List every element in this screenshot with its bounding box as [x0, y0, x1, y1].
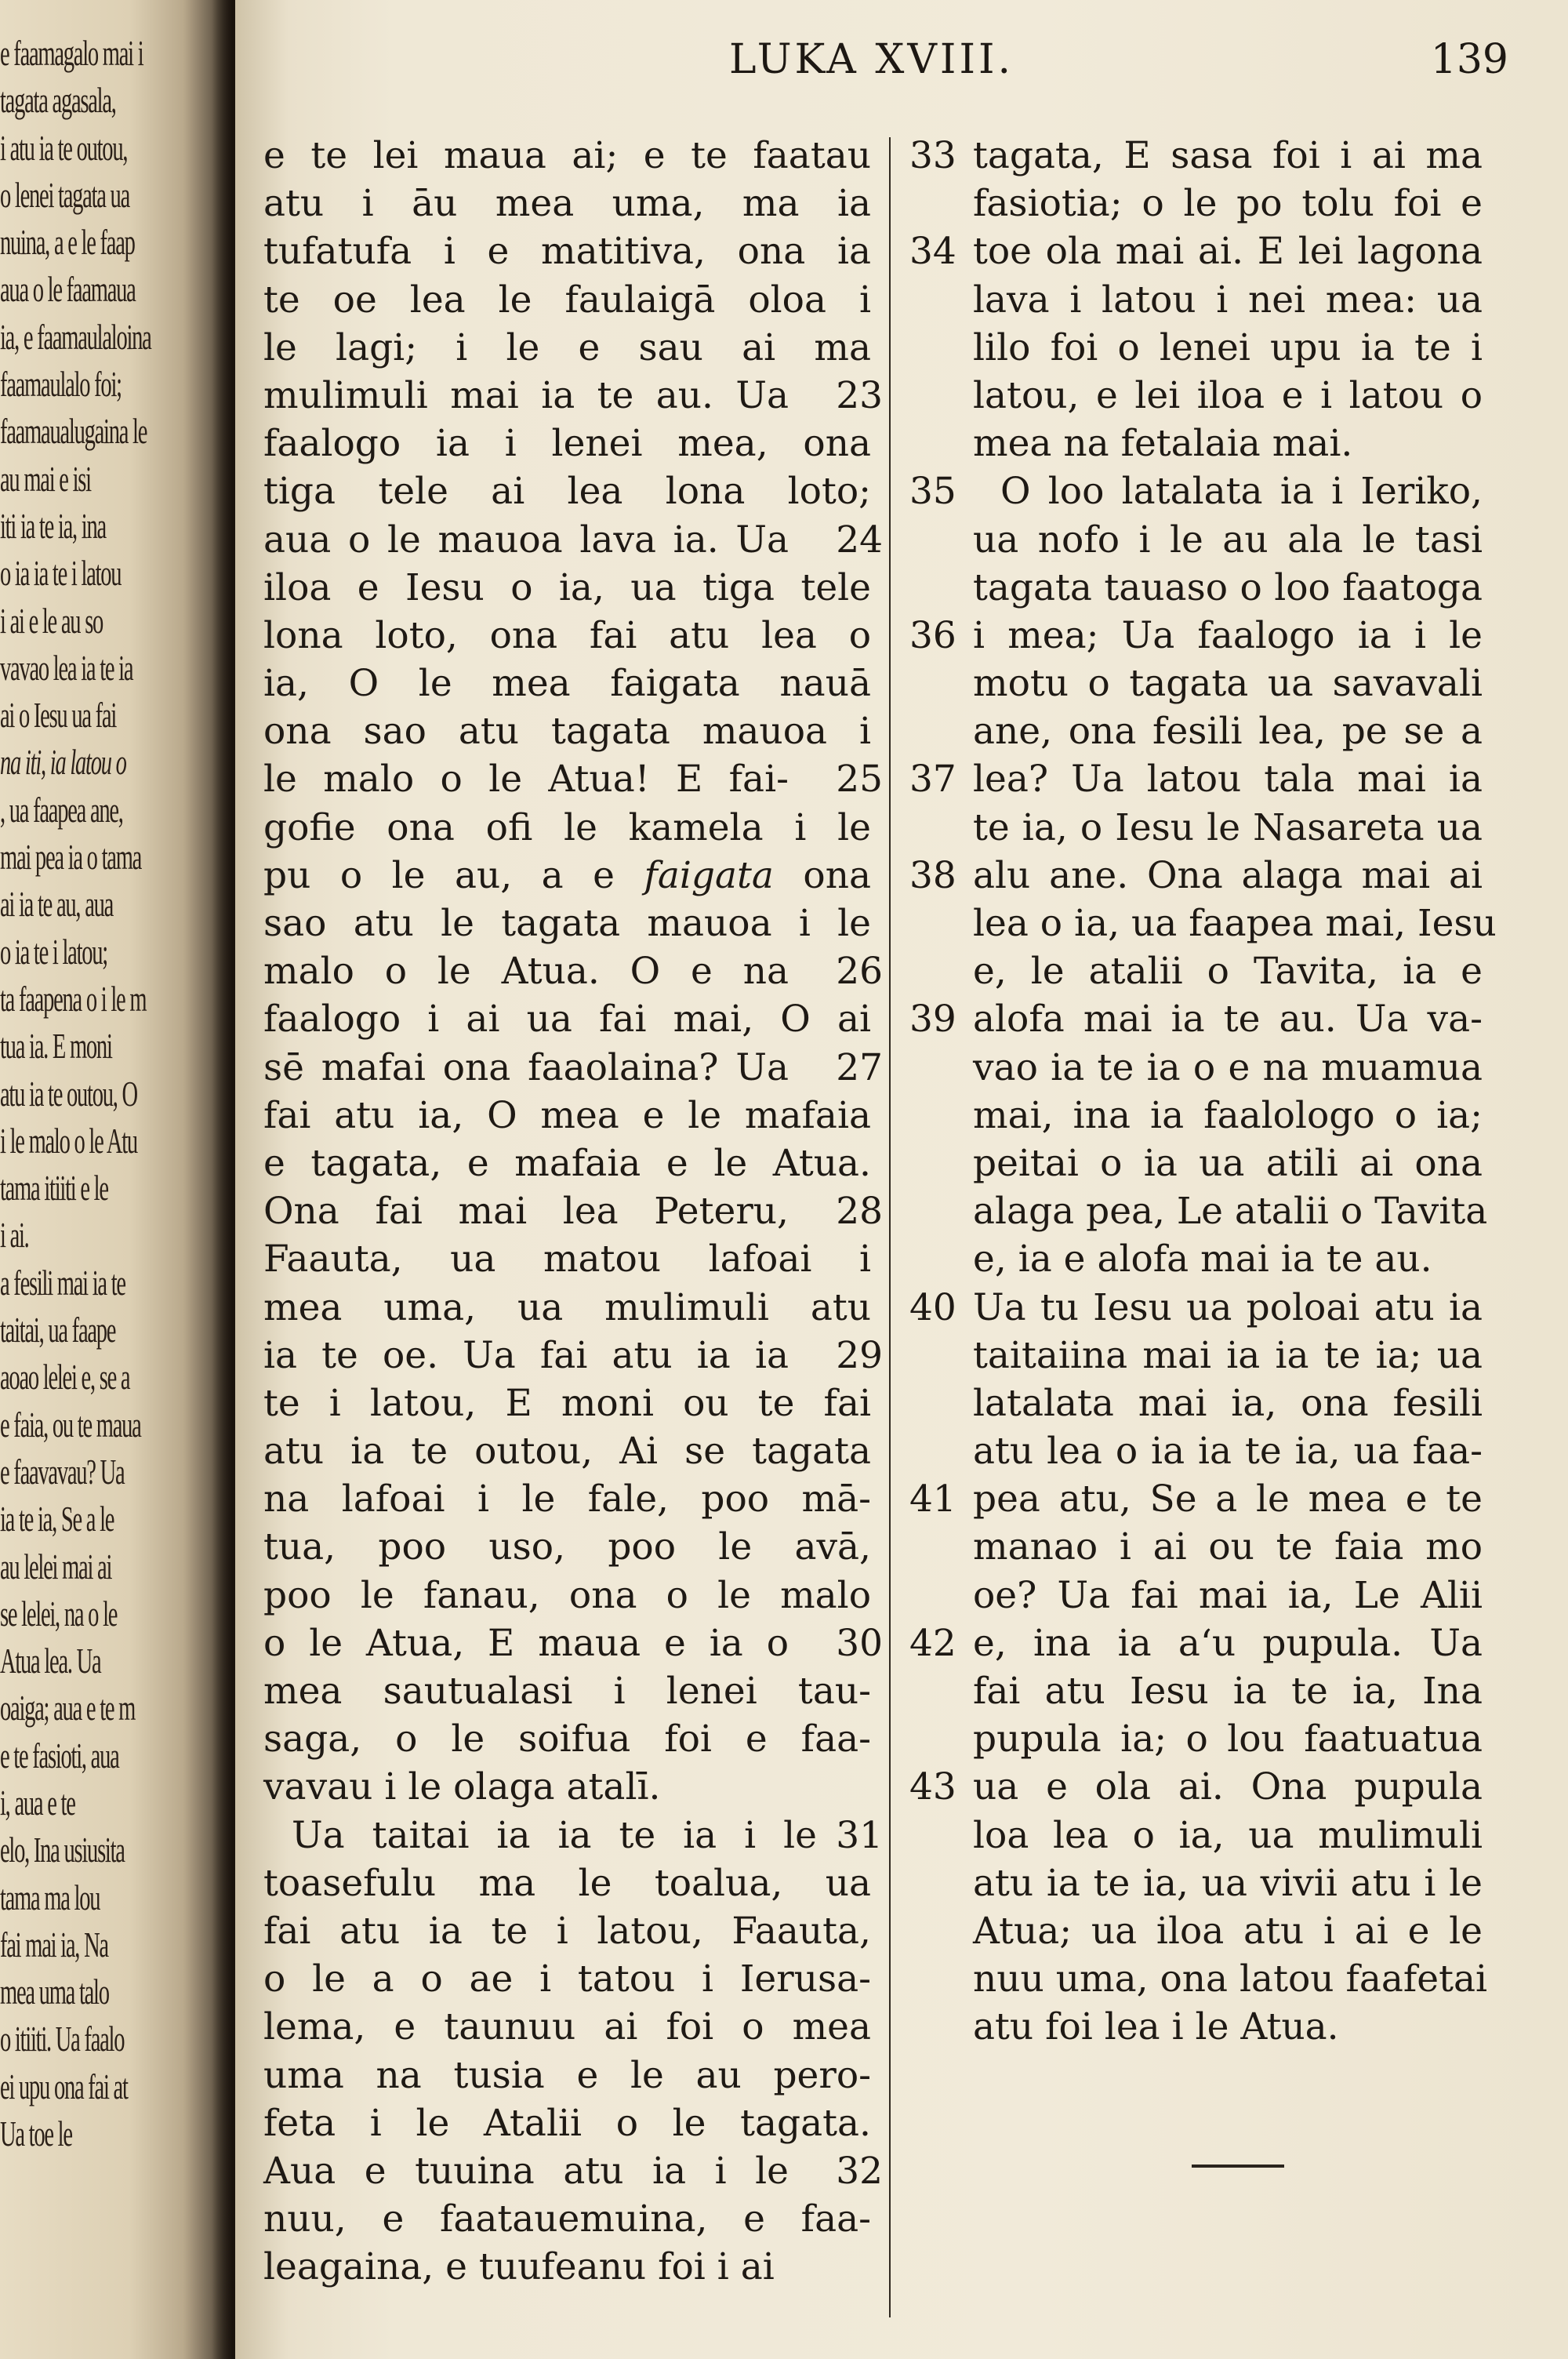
left-page-line: i ai.	[0, 1215, 29, 1256]
verse-line-text: pupula ia; o lou faatuatua	[973, 1717, 1483, 1761]
left-page-line: faamaulalo foi;	[0, 364, 122, 405]
verse-line	[263, 276, 883, 324]
verse-line	[263, 947, 883, 995]
verse-line-text: toe ola mai ai. E lei lagona	[973, 230, 1483, 274]
left-page-line: iti ia te ia, ina	[0, 505, 106, 546]
verse-line-text: faalogo i ai ua fai mai, O ai	[263, 998, 871, 1041]
verse-line-text: Ona fai mai lea Peteru,	[263, 1190, 789, 1234]
verse-line-text: latou, e lei iloa e i latou o	[973, 373, 1483, 417]
left-page-line: ia te ia, Se a le	[0, 1499, 114, 1539]
left-page-line: nuina, a e le faap	[0, 222, 135, 263]
left-page-text	[0, 30, 227, 2157]
verse-line	[263, 1332, 883, 1379]
verse-number: 40	[909, 1285, 956, 1329]
verse-line-text: le malo o le Atua! E fai-	[263, 758, 789, 801]
verse-line	[263, 1475, 883, 1523]
left-page-line: ai ia te au, aua	[0, 884, 114, 925]
left-page-line: vavao lea ia te ia	[0, 647, 133, 688]
verse-line-text: mea na fetalaia mai.	[973, 422, 1353, 466]
verse-line	[263, 564, 883, 612]
verse-line-text: tiga tele ai lea lona loto;	[263, 470, 871, 514]
verse-line-text: poo le fanau, ona o le malo	[263, 1573, 871, 1617]
verse-number: 43	[909, 1765, 956, 1809]
verse-line-text: e, ia e alofa mai ia te au.	[973, 1238, 1432, 1281]
verse-line	[263, 995, 883, 1043]
verse-line	[883, 947, 1502, 995]
verse-line	[883, 372, 1502, 420]
verse-line	[263, 1523, 883, 1571]
verse-line-text: e, ina ia aʻu pupula. Ua	[973, 1621, 1483, 1665]
verse-line	[883, 1235, 1502, 1283]
verse-line	[883, 276, 1502, 324]
verse-line-text: vavau i le olaga atalī.	[263, 1765, 661, 1809]
verse-line	[263, 372, 883, 420]
verse-line	[883, 324, 1502, 372]
verse-number: 42	[909, 1621, 956, 1665]
verse-line	[263, 1763, 883, 1811]
verse-line	[883, 467, 1502, 515]
verse-line	[263, 660, 883, 707]
left-page-line: , ua faapea ane,	[0, 789, 123, 830]
verse-number: 36	[909, 613, 956, 657]
left-page-line: tua ia. E moni	[0, 1026, 112, 1067]
verse-line-text: uma na tusia e le au pero-	[263, 2053, 871, 2097]
verse-line	[883, 1619, 1502, 1667]
verse-line	[263, 1619, 883, 1667]
left-page-line: tama itiiti e le	[0, 1168, 108, 1209]
verse-line	[883, 1187, 1502, 1235]
verse-number: 34	[909, 230, 956, 274]
text-column-left	[263, 132, 883, 2291]
verse-line	[263, 180, 883, 227]
verse-line	[263, 227, 883, 275]
running-head: LUKA XVIII.	[729, 36, 1014, 83]
verse-line	[883, 1763, 1502, 1811]
verse-line-text: atu i āu mea uma, ma ia	[263, 182, 871, 226]
verse-line-text: leagaina, e tuufeanu foi i ai	[263, 2245, 775, 2289]
left-page-line: e faavavau? Ua	[0, 1451, 125, 1492]
verse-number: 39	[909, 998, 956, 1041]
verse-line	[263, 324, 883, 372]
verse-line-text: tua, poo uso, poo le avā,	[263, 1525, 871, 1569]
verse-line-text: taitaiina mai ia ia te ia; ua	[973, 1333, 1483, 1377]
verse-line	[883, 852, 1502, 900]
verse-line-text: mea uma, ua mulimuli atu	[263, 1285, 871, 1329]
italic-word: faigata	[644, 853, 774, 897]
left-page-line: fai mai ia, Na	[0, 1924, 108, 1965]
left-page-line: i atu ia te outou,	[0, 127, 128, 168]
verse-line-text: mea sautualasi i lenei tau-	[263, 1670, 871, 1713]
verse-line-text: motu o tagata ua savavali	[973, 662, 1483, 706]
left-page-line: e faamagalo mai i	[0, 33, 143, 73]
left-page-line: taitai, ua faape	[0, 1310, 116, 1350]
verse-line-text: tufatufa i e matitiva, ona ia	[263, 230, 871, 274]
verse-line-text: atu ia te ia, ua vivii atu i le	[973, 1861, 1483, 1905]
verse-line	[263, 2052, 883, 2099]
verse-line	[883, 1955, 1502, 2003]
right-page	[235, 0, 1568, 2359]
verse-number: 23	[836, 373, 883, 417]
verse-line	[883, 995, 1502, 1043]
verse-line-text: iloa e Iesu o ia, ua tiga tele	[263, 565, 871, 609]
verse-line	[883, 227, 1502, 275]
verse-line-text: nuu uma, ona latou faafetai	[973, 1957, 1488, 2001]
verse-line-text: o le Atua, E maua e ia o	[263, 1621, 789, 1665]
verse-line	[263, 1667, 883, 1715]
page-header	[235, 30, 1568, 93]
verse-line-text: alaga pea, Le atalii o Tavita	[973, 1190, 1488, 1234]
left-page-line: au mai e isi	[0, 458, 91, 499]
verse-line	[263, 1907, 883, 1955]
verse-line	[263, 132, 883, 180]
verse-line-text: ia te oe. Ua fai atu ia ia	[263, 1333, 789, 1377]
verse-line-text: mulimuli mai ia te au. Ua	[263, 373, 789, 417]
verse-line-text: ua e ola ai. Ona pupula	[973, 1765, 1483, 1809]
verse-line	[883, 900, 1502, 947]
verse-line	[263, 1140, 883, 1187]
verse-line-text: oe? Ua fai mai ia, Le Alii	[973, 1573, 1483, 1617]
verse-number: 41	[909, 1478, 956, 1521]
verse-line-text: alu ane. Ona alaga mai ai	[973, 853, 1483, 897]
left-page-line: i ai e le au so	[0, 600, 103, 641]
left-page-line: elo, Ina usiusita	[0, 1830, 125, 1870]
verse-line-text: e te lei maua ai; e te faatau	[263, 134, 871, 177]
verse-line	[883, 420, 1502, 467]
text-column-right	[883, 132, 1502, 2052]
verse-line	[263, 1379, 883, 1427]
verse-line-text: le lagi; i le e sau ai ma	[263, 325, 871, 369]
verse-number: 25	[836, 758, 883, 801]
chapter-end-rule	[1192, 2165, 1284, 2168]
left-page-line: o ia ia te i latou	[0, 553, 122, 594]
verse-number: 32	[836, 2149, 883, 2193]
left-page-line: aua o le faamaua	[0, 269, 136, 310]
verse-number: 26	[836, 950, 883, 994]
left-page-line: atu ia te outou, O	[0, 1073, 137, 1114]
verse-line	[883, 755, 1502, 803]
verse-line-text: Faauta, ua matou lafoai i	[263, 1238, 871, 1281]
verse-line-text: atu lea o ia ia te ia, ua faa-	[973, 1430, 1483, 1474]
verse-line-text: sao atu le tagata mauoa i le	[263, 902, 871, 945]
verse-line	[883, 132, 1502, 180]
left-page-line: mea uma talo	[0, 1972, 109, 2012]
verse-number: 29	[836, 1333, 883, 1377]
left-page-line: Ua toe le	[0, 2114, 72, 2154]
verse-line	[263, 516, 883, 564]
verse-line	[883, 1044, 1502, 1092]
verse-text-segment: pu o le au, a e	[263, 853, 615, 897]
verse-line-text: loa lea o ia, ua mulimuli	[973, 1813, 1483, 1857]
verse-number: 30	[836, 1621, 883, 1665]
verse-line	[883, 1572, 1502, 1619]
verse-line	[263, 707, 883, 755]
verse-number: 27	[836, 1045, 883, 1089]
verse-line-text: ane, ona fesili lea, pe se a	[973, 710, 1483, 754]
left-page-line: e te fasioti, aua	[0, 1735, 119, 1776]
left-page-line: o ia te i latou;	[0, 931, 107, 972]
verse-line	[263, 1284, 883, 1332]
left-page-line: tama ma lou	[0, 1877, 100, 1917]
verse-line-text: lema, e taunuu ai foi o mea	[263, 2005, 871, 2049]
verse-line	[883, 564, 1502, 612]
verse-line	[263, 1235, 883, 1283]
verse-line-text: na lafoai i le fale, poo mā-	[263, 1478, 871, 1521]
verse-line-text: lea o ia, ua faapea mai, Iesu	[973, 902, 1497, 945]
left-page	[0, 0, 235, 2359]
verse-number: 35	[909, 470, 956, 514]
verse-line-text: tagata, E sasa foi i ai ma	[973, 134, 1483, 177]
verse-line-text: toasefulu ma le toalua, ua	[263, 1861, 871, 1905]
verse-line-text: Ua taitai ia ia te ia i le	[292, 1813, 817, 1857]
verse-line-text: latalata mai ia, ona fesili	[973, 1381, 1483, 1425]
verse-line	[263, 467, 883, 515]
verse-line-text: e tagata, e mafaia e le Atua.	[263, 1141, 871, 1185]
verse-line	[263, 755, 883, 803]
verse-line	[263, 1044, 883, 1092]
left-page-line: o lenei tagata ua	[0, 174, 129, 215]
page-number: 139	[1430, 36, 1508, 83]
verse-line	[883, 516, 1502, 564]
verse-line	[883, 804, 1502, 852]
verse-line	[883, 707, 1502, 755]
verse-line-text: sē mafai ona faaolaina? Ua	[263, 1045, 789, 1089]
verse-line-text: aua o le mauoa lava ia. Ua	[263, 518, 789, 562]
verse-line-text: mai, ina ia faalologo o ia;	[973, 1093, 1483, 1137]
verse-line-text: lona loto, ona fai atu lea o	[263, 613, 871, 657]
verse-line	[883, 1907, 1502, 1955]
verse-line-text: lilo foi o lenei upu ia te i	[973, 325, 1483, 369]
verse-line-text: saga, o le soifua foi e faa-	[263, 1717, 871, 1761]
left-page-line: au lelei mai ai	[0, 1546, 112, 1587]
verse-line-text: te i latou, E moni ou te fai	[263, 1381, 871, 1425]
verse-line-text: manao i ai ou te faia mo	[973, 1525, 1483, 1569]
verse-line-text: peitai o ia ua atili ai ona	[973, 1141, 1483, 1185]
left-page-line: tagata agasala,	[0, 80, 116, 121]
verse-line	[263, 420, 883, 467]
verse-line	[263, 2243, 883, 2291]
verse-line	[263, 1092, 883, 1140]
verse-line	[263, 2147, 883, 2195]
verse-line	[883, 1140, 1502, 1187]
verse-line-text: fai atu ia, O mea e le mafaia	[263, 1093, 871, 1137]
verse-line	[883, 1332, 1502, 1379]
left-page-line: o itiiti. Ua faalo	[0, 2019, 125, 2059]
verse-line	[263, 1187, 883, 1235]
verse-line	[883, 2003, 1502, 2051]
verse-line	[263, 2003, 883, 2051]
verse-line-text: ua nofo i le au ala le tasi	[973, 518, 1483, 562]
left-page-line: a fesili mai ia te	[0, 1262, 125, 1303]
verse-line-text: O loo latalata ia i Ieriko,	[1000, 470, 1483, 514]
verse-line	[883, 180, 1502, 227]
verse-line-text: Aua e tuuina atu ia i le	[263, 2149, 789, 2193]
verse-line	[883, 612, 1502, 660]
verse-line-text: tagata tauaso o loo faatoga	[973, 565, 1483, 609]
verse-line-text: ona sao atu tagata mauoa i	[263, 710, 871, 754]
left-page-line: mai pea ia o tama	[0, 837, 142, 878]
verse-line	[883, 1523, 1502, 1571]
verse-line	[263, 852, 883, 900]
left-page-line: ta faapena o i le m	[0, 978, 147, 1019]
verse-line	[263, 2099, 883, 2147]
verse-line	[263, 2195, 883, 2243]
left-page-line: faamaualugaina le	[0, 411, 147, 452]
verse-line-text: e, le atalii o Tavita, ia e	[973, 950, 1483, 994]
verse-line-text: feta i le Atalii o le tagata.	[263, 2101, 871, 2145]
verse-line-text: i mea; Ua faalogo ia i le	[973, 613, 1483, 657]
verse-line	[263, 1812, 883, 1859]
verse-line-text: nuu, e faatauemuina, e faa-	[263, 2197, 871, 2241]
verse-line	[883, 1092, 1502, 1140]
left-page-line: i le malo o le Atu	[0, 1120, 137, 1161]
verse-line	[883, 1812, 1502, 1859]
verse-line-text: te oe lea le faulaigā oloa i	[263, 278, 871, 322]
verse-number: 24	[836, 518, 883, 562]
verse-line-text: o le a o ae i tatou i Ierusa-	[263, 1957, 871, 2001]
verse-line-text: fasiotia; o le po tolu foi e	[973, 182, 1483, 226]
verse-line	[883, 660, 1502, 707]
verse-line-text: ia, O le mea faigata nauā	[263, 662, 871, 706]
verse-line-text: Atua; ua iloa atu i ai e le	[973, 1909, 1483, 1953]
verse-line-text: faalogo ia i lenei mea, ona	[263, 422, 871, 466]
verse-line-text: alofa mai ia te au. Ua va-	[973, 998, 1483, 1041]
verse-line	[883, 1715, 1502, 1763]
verse-line	[883, 1667, 1502, 1715]
verse-text-segment: ona	[773, 853, 871, 897]
verse-line	[883, 1427, 1502, 1475]
verse-line	[263, 900, 883, 947]
left-page-line: se lelei, na o le	[0, 1593, 118, 1634]
verse-line-text: pea atu, Se a le mea e te	[973, 1478, 1483, 1521]
verse-line-text: Ua tu Iesu ua poloai atu ia	[973, 1285, 1483, 1329]
verse-line-text: lava i latou i nei mea: ua	[973, 278, 1483, 322]
verse-line	[263, 612, 883, 660]
left-page-line: e faia, ou te maua	[0, 1404, 141, 1445]
verse-line	[263, 1955, 883, 2003]
verse-number: 38	[909, 853, 956, 897]
left-page-line: ia, e faamaulaloina	[0, 316, 151, 357]
verse-line	[883, 1475, 1502, 1523]
verse-line-text: lea? Ua latou tala mai ia	[973, 758, 1483, 801]
left-page-line: na iti, ia latou o	[0, 742, 126, 783]
verse-line	[883, 1379, 1502, 1427]
verse-line	[263, 1859, 883, 1907]
verse-line-text: atu ia te outou, Ai se tagata	[263, 1430, 871, 1474]
verse-line-text: vao ia te ia o e na muamua	[973, 1045, 1483, 1089]
left-page-line: Atua lea. Ua	[0, 1641, 101, 1681]
left-page-line: aoao lelei e, se a	[0, 1357, 130, 1398]
verse-line	[263, 804, 883, 852]
verse-number: 31	[836, 1813, 883, 1857]
verse-number: 28	[836, 1190, 883, 1234]
verse-line-text: malo o le Atua. O e na	[263, 950, 789, 994]
left-page-line: ei upu ona fai at	[0, 2066, 128, 2106]
left-page-line: ai o Iesu ua fai	[0, 695, 117, 736]
left-page-line: i, aua e te	[0, 1782, 75, 1823]
verse-line	[263, 1715, 883, 1763]
verse-number: 33	[909, 134, 956, 177]
verse-line-text	[263, 852, 871, 900]
verse-line-text: te ia, o Iesu le Nasareta ua	[973, 805, 1483, 849]
verse-line-text: fai atu ia te i latou, Faauta,	[263, 1909, 871, 1953]
verse-line	[263, 1427, 883, 1475]
verse-number: 37	[909, 758, 956, 801]
verse-line	[883, 1859, 1502, 1907]
verse-line	[883, 1284, 1502, 1332]
verse-line	[263, 1572, 883, 1619]
left-page-line: oaiga; aua e te m	[0, 1688, 136, 1728]
verse-line-text: fai atu Iesu ia te ia, Ina	[973, 1670, 1483, 1713]
verse-line-text: gofie ona ofi le kamela i le	[263, 805, 871, 849]
verse-line-text: atu foi lea i le Atua.	[973, 2005, 1339, 2049]
